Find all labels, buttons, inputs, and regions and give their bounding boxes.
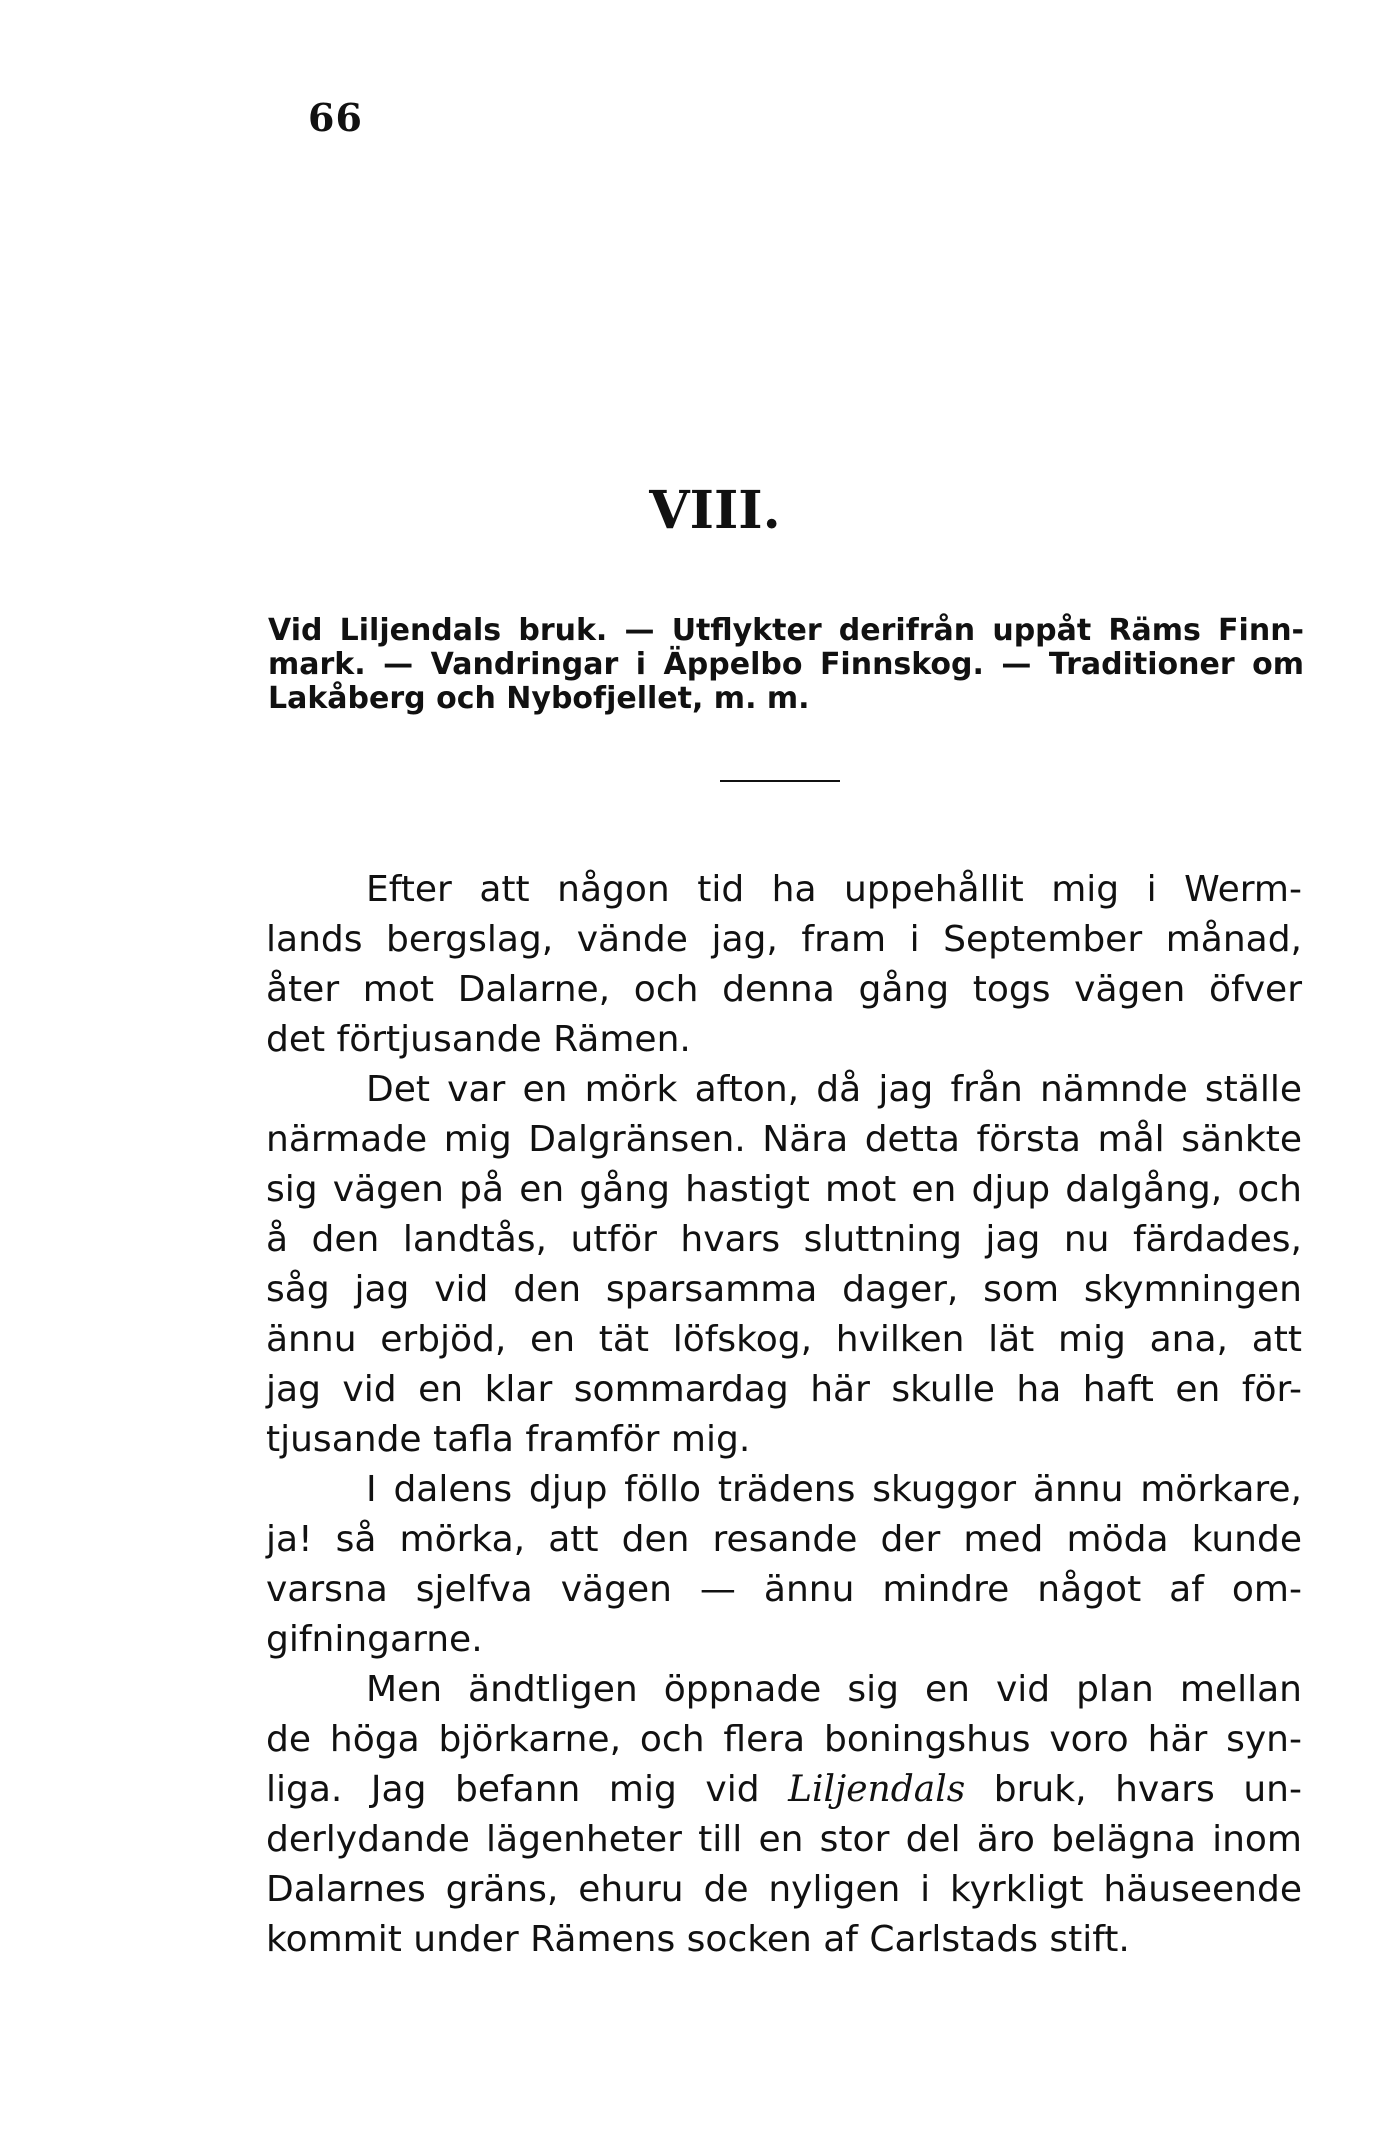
summary-line: mark. — Vandringar i Äppelbo Finnskog. — Traditioner om	[268, 647, 1304, 682]
text-line: åter mot Dalarne, och denna gång togs vägen öfver	[266, 969, 1302, 1010]
text-line: ännu erbjöd, en tät löfskog, hvilken lät mig ana, att	[266, 1319, 1302, 1360]
text-line: ja! så mörka, att den resande der med möda kunde	[266, 1519, 1302, 1560]
text-line: I dalens djup föllo trädens skuggor ännu mörkare,	[366, 1469, 1302, 1510]
summary-line: Vid Liljendals bruk. — Utflykter derifrån uppåt Räms Finn-	[268, 613, 1304, 648]
text-line: Men ändtligen öppnade sig en vid plan mellan	[366, 1669, 1302, 1710]
page-number: 66	[308, 95, 363, 140]
text-line: Efter att någon tid ha uppehållit mig i Werm-	[366, 869, 1302, 910]
text-segment: liga. Jag befann mig vid	[266, 1769, 760, 1810]
chapter-summary	[268, 614, 1304, 716]
text-line: närmade mig Dalgränsen. Nära detta första mål sänkte	[266, 1119, 1302, 1160]
chapter-title: VIII.	[649, 480, 781, 541]
text-line: å den landtås, utför hvars sluttning jag nu färdades,	[266, 1219, 1302, 1260]
body-text	[266, 865, 1302, 1965]
text-line	[266, 1765, 1302, 1815]
text-line: Dalarnes gräns, ehuru de nyligen i kyrkligt häuseende	[266, 1869, 1302, 1910]
text-line: gifningarne.	[266, 1619, 483, 1660]
italic-place-name: Liljendals	[788, 1769, 966, 1810]
text-line: tjusande tafla framför mig.	[266, 1419, 751, 1460]
summary-line: Lakåberg och Nybofjellet, m. m.	[268, 681, 810, 716]
text-line: jag vid en klar sommardag här skulle ha haft en för-	[266, 1369, 1302, 1410]
text-line: det förtjusande Rämen.	[266, 1019, 691, 1060]
text-line: lands bergslag, vände jag, fram i September månad,	[266, 919, 1302, 960]
text-line: kommit under Rämens socken af Carlstads stift.	[266, 1919, 1130, 1960]
text-segment: bruk, hvars un-	[993, 1769, 1302, 1810]
text-line: derlydande lägenheter till en stor del äro belägna inom	[266, 1819, 1302, 1860]
text-line: varsna sjelfva vägen — ännu mindre något af om-	[266, 1569, 1302, 1610]
text-line: såg jag vid den sparsamma dager, som skymningen	[266, 1269, 1302, 1310]
section-divider	[720, 780, 840, 782]
text-line: de höga björkarne, och flera boningshus voro här syn-	[266, 1719, 1302, 1760]
text-line: sig vägen på en gång hastigt mot en djup dalgång, och	[266, 1169, 1302, 1210]
text-line: Det var en mörk afton, då jag från nämnde ställe	[366, 1069, 1302, 1110]
